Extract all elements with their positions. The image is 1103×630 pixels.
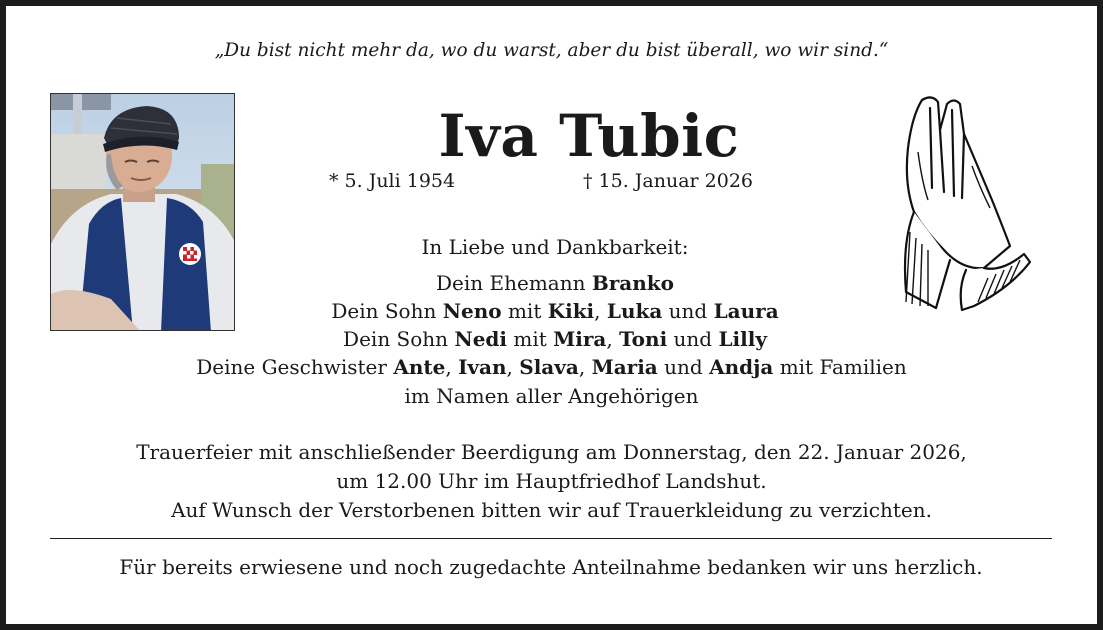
divider: [50, 538, 1052, 539]
son2-name: Nedi: [454, 327, 508, 351]
siblings-prefix: Deine Geschwister: [196, 355, 387, 379]
son1-partner-1: Kiki: [547, 299, 595, 323]
sibling-2: Ivan: [458, 355, 507, 379]
husband-prefix: Dein Ehemann: [436, 271, 586, 295]
son2-partner-2: Toni: [619, 327, 668, 351]
mourner-son-1: Dein Sohn Neno mit Kiki, Luka und Laura: [331, 299, 779, 323]
son2-und: und: [673, 327, 713, 351]
son1-und: und: [668, 299, 708, 323]
husband-name: Branko: [591, 271, 674, 295]
death-date: † 15. Januar 2026: [583, 170, 754, 192]
sibling-3: Slava: [519, 355, 579, 379]
mourner-siblings: Deine Geschwister Ante, Ivan, Slava, Maria und Andja mit Familien: [196, 355, 907, 379]
sibling-4: Maria: [591, 355, 658, 379]
son1-partner-3: Laura: [713, 299, 779, 323]
son2-partner-1: Mira: [553, 327, 607, 351]
birth-date: * 5. Juli 1954: [329, 170, 456, 192]
mourner-son-2: Dein Sohn Nedi mit Mira, Toni und Lilly: [343, 327, 767, 351]
son1-partner-2: Luka: [606, 299, 663, 323]
love-line: In Liebe und Dankbarkeit:: [421, 235, 689, 259]
son1-prefix: Dein Sohn: [331, 299, 437, 323]
deceased-name: Iva Tubic: [438, 102, 740, 170]
siblings-und: und: [664, 355, 703, 379]
service-line-2: um 12.00 Uhr im Hauptfriedhof Landshut.: [336, 469, 767, 493]
son2-prefix: Dein Sohn: [343, 327, 449, 351]
thanks-line: Für bereits erwiesene und noch zugedachte Anteilnahme bedanken wir uns herzlich.: [119, 555, 983, 579]
memorial-quote: „Du bist nicht mehr da, wo du warst, aber du bist überall, wo wir sind.“: [214, 40, 889, 61]
son2-mit: mit: [513, 327, 547, 351]
son1-name: Neno: [442, 299, 502, 323]
sibling-5: Andja: [709, 355, 774, 379]
mourner-husband: [0, 271, 1103, 295]
sibling-1: Ante: [393, 355, 446, 379]
mourner-relatives: im Namen aller Angehörigen: [404, 384, 699, 408]
son2-partner-3: Lilly: [718, 327, 767, 351]
service-line-3: Auf Wunsch der Verstorbenen bitten wir auf Trauerkleidung zu verzichten.: [171, 498, 932, 522]
siblings-suffix: mit Familien: [779, 355, 907, 379]
son1-mit: mit: [507, 299, 542, 323]
service-line-1: Trauerfeier mit anschließender Beerdigung am Donnerstag, den 22. Januar 2026,: [136, 440, 967, 464]
